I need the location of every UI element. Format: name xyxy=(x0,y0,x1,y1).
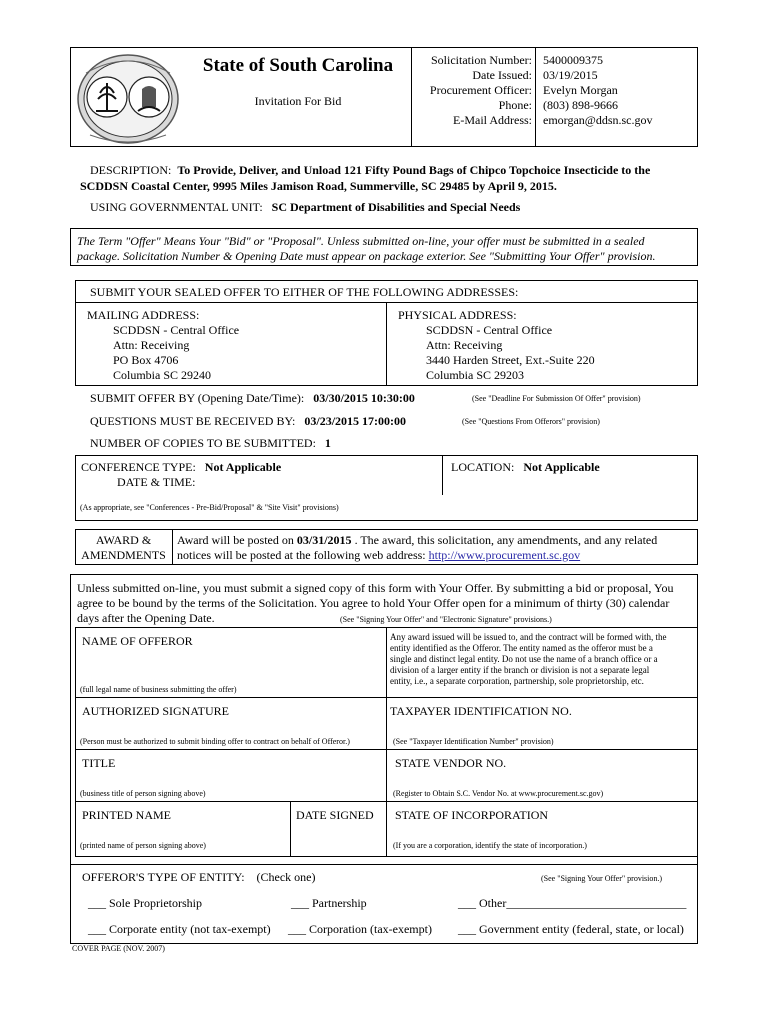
printed-name-note: (printed name of person signing above) xyxy=(80,841,206,850)
entity-notice xyxy=(390,632,696,687)
description xyxy=(90,163,650,178)
offer-term-line2: package. Solicitation Number & Opening Date must appear on package exterior. See "Submitting Your Offer" provision. xyxy=(77,249,656,263)
entity-notice-line: entity, i.e., a separate corporation, partnership, sole proprietorship, etc. xyxy=(390,676,644,686)
conference-type-label: CONFERENCE TYPE: xyxy=(81,460,196,474)
entity-type-label: OFFEROR'S TYPE OF ENTITY: xyxy=(82,870,245,884)
phone-value: (803) 898-9666 xyxy=(543,98,618,112)
award-text-line1 xyxy=(177,533,657,548)
header-divider-2 xyxy=(535,47,536,147)
header-values xyxy=(543,53,693,128)
offeror-grid-divider xyxy=(386,627,387,857)
printed-name-label: PRINTED NAME xyxy=(82,808,171,822)
mailing-address-line: Attn: Receiving xyxy=(113,338,190,352)
date-issued-label: Date Issued: xyxy=(472,68,532,82)
procurement-officer-label: Procurement Officer: xyxy=(429,83,532,97)
offer-term-line1: The Term "Offer" Means Your "Bid" or "Proposal". Unless submitted on-line, your offer must be submitted in a sealed xyxy=(77,234,645,248)
entity-type-note: (See "Signing Your Offer" provision.) xyxy=(541,874,663,883)
header-labels xyxy=(412,53,532,128)
option-sole-proprietorship[interactable]: ___ Sole Proprietorship xyxy=(88,896,202,910)
mailing-address-line: PO Box 4706 xyxy=(113,353,179,367)
award-label xyxy=(75,533,172,563)
conference-divider xyxy=(442,455,443,495)
offeror-row-divider xyxy=(75,697,698,698)
option-other[interactable]: ___ Other______________________________ xyxy=(458,896,687,910)
submit-by-label: SUBMIT OFFER BY (Opening Date/Time): xyxy=(90,391,305,405)
authorized-signature-note: (Person must be authorized to submit binding offer to contract on behalf of Offeror.) xyxy=(80,737,350,746)
date-issued-value: 03/19/2015 xyxy=(543,68,598,82)
entity-notice-line: entity identified as the Offeror. The entity named as the offeror must be a xyxy=(390,643,653,653)
option-corporation-tax-exempt[interactable]: ___ Corporation (tax-exempt) xyxy=(288,922,432,936)
conference-location-value: Not Applicable xyxy=(523,460,600,474)
entity-notice-line: Any award issued will be issued to, and the contract will be formed with, the xyxy=(390,632,667,642)
mailing-address-label: MAILING ADDRESS: xyxy=(87,308,200,322)
phone-label: Phone: xyxy=(498,98,532,112)
signature-intro-line3: days after the Opening Date. xyxy=(77,611,215,625)
addresses-divider xyxy=(386,302,387,386)
conference-location xyxy=(451,460,600,475)
entity-type-divider xyxy=(70,864,698,865)
physical-address-line: SCDDSN - Central Office xyxy=(426,323,553,337)
email-label: E-Mail Address: xyxy=(453,113,532,127)
conference-date-label: DATE & TIME: xyxy=(117,475,196,489)
copies-value: 1 xyxy=(324,436,331,450)
offeror-row-divider xyxy=(75,749,698,750)
mailing-address-line: SCDDSN - Central Office xyxy=(113,323,240,337)
solicitation-number-value: 5400009375 xyxy=(543,53,603,67)
title-label: TITLE xyxy=(82,756,116,770)
entity-notice-line: division of a larger entity if the branch or division is not a separate legal xyxy=(390,665,650,675)
award-text-post: . The award, this solicitation, any amendments, and any related xyxy=(354,533,658,547)
entity-type-heading xyxy=(82,870,316,885)
submit-by xyxy=(90,391,415,406)
signature-intro-line1: Unless submitted on-line, you must submit a signed copy of this form with Your Offer. By submitting a bid or proposal, You xyxy=(77,581,674,595)
physical-address-line: Columbia SC 29203 xyxy=(426,368,525,382)
state-vendor-note: (Register to Obtain S.C. Vendor No. at www.procurement.sc.gov) xyxy=(393,789,604,798)
state-of-incorporation-label: STATE OF INCORPORATION xyxy=(395,808,549,822)
award-label-line2: AMENDMENTS xyxy=(81,548,166,562)
physical-address xyxy=(398,308,693,383)
description-text-1: To Provide, Deliver, and Unload 121 Fifty Pound Bags of Chipco Topchoice Insecticide to the xyxy=(177,163,651,177)
offeror-row-divider xyxy=(75,801,698,802)
option-partnership[interactable]: ___ Partnership xyxy=(291,896,367,910)
award-text-line2 xyxy=(177,548,580,563)
footer-cover-page: COVER PAGE (NOV. 2007) xyxy=(72,944,165,953)
using-unit xyxy=(90,200,520,215)
conference-note: (As appropriate, see "Conferences - Pre-Bid/Proposal" & "Site Visit" provisions) xyxy=(80,503,339,512)
state-seal xyxy=(76,53,180,145)
conference-type-value: Not Applicable xyxy=(204,460,282,474)
email-value: emorgan@ddsn.sc.gov xyxy=(543,113,653,127)
questions-by xyxy=(90,414,406,429)
signature-intro-note: (See "Signing Your Offer" and "Electronic Signature" provisions.) xyxy=(340,615,552,624)
physical-address-label: PHYSICAL ADDRESS: xyxy=(398,308,517,322)
conference-type xyxy=(81,460,281,475)
mailing-address-line: Columbia SC 29240 xyxy=(113,368,212,382)
description-label: DESCRIPTION: xyxy=(90,163,172,177)
award-line2-pre: notices will be posted at the following web address: xyxy=(177,548,426,562)
state-of-incorporation-note: (If you are a corporation, identify the state of incorporation.) xyxy=(393,841,587,850)
description-text-2: SCDDSN Coastal Center, 9995 Miles Jamison Road, Summerville, SC 29485 by April 9, 2015. xyxy=(80,179,557,193)
submit-by-note: (See "Deadline For Submission Of Offer" provision) xyxy=(472,394,641,403)
authorized-signature-label: AUTHORIZED SIGNATURE xyxy=(82,704,229,718)
state-vendor-label: STATE VENDOR NO. xyxy=(395,756,507,770)
option-government-entity[interactable]: ___ Government entity (federal, state, or local) xyxy=(458,922,684,936)
mailing-address xyxy=(87,308,382,383)
procurement-url-link[interactable]: http://www.procurement.sc.gov xyxy=(428,548,581,562)
name-of-offeror-note: (full legal name of business submitting the offer) xyxy=(80,685,237,694)
solicitation-number-label: Solicitation Number: xyxy=(431,53,532,67)
tin-label: TAXPAYER IDENTIFICATION NO. xyxy=(390,704,572,718)
signature-intro-line2: agree to be bound by the terms of the Solicitation. You agree to hold Your Offer open for a minimum of thirty (30) calendar xyxy=(77,596,670,610)
doc-type: Invitation For Bid xyxy=(254,94,342,108)
award-divider xyxy=(172,529,173,565)
title-note: (business title of person signing above) xyxy=(80,789,206,798)
procurement-officer-value: Evelyn Morgan xyxy=(543,83,618,97)
date-signed-divider xyxy=(290,801,291,857)
option-corporate-entity[interactable]: ___ Corporate entity (not tax-exempt) xyxy=(88,922,271,936)
submit-by-value: 03/30/2015 10:30:00 xyxy=(313,391,415,405)
questions-label: QUESTIONS MUST BE RECEIVED BY: xyxy=(90,414,296,428)
conference-location-label: LOCATION: xyxy=(451,460,515,474)
award-label-line1: AWARD & xyxy=(95,533,152,547)
copies-label: NUMBER OF COPIES TO BE SUBMITTED: xyxy=(90,436,316,450)
using-unit-label: USING GOVERNMENTAL UNIT: xyxy=(90,200,263,214)
questions-note: (See "Questions From Offerors" provision) xyxy=(462,417,600,426)
entity-notice-line: single and distinct legal entity. Do not use the name of a branch office or a xyxy=(390,654,658,664)
using-unit-value: SC Department of Disabilities and Special Needs xyxy=(271,200,521,214)
award-text-pre: Award will be posted on xyxy=(177,533,294,547)
questions-value: 03/23/2015 17:00:00 xyxy=(304,414,407,428)
check-one-label: (Check one) xyxy=(256,870,316,884)
award-date: 03/31/2015 xyxy=(296,533,352,547)
name-of-offeror-label: NAME OF OFFEROR xyxy=(82,634,193,648)
date-signed-label: DATE SIGNED xyxy=(296,808,374,822)
addresses-heading: SUBMIT YOUR SEALED OFFER TO EITHER OF THE FOLLOWING ADDRESSES: xyxy=(90,285,519,299)
state-title: State of South Carolina xyxy=(202,55,394,76)
physical-address-line: 3440 Harden Street, Ext.-Suite 220 xyxy=(426,353,595,367)
physical-address-line: Attn: Receiving xyxy=(426,338,503,352)
tin-note: (See "Taxpayer Identification Number" provision) xyxy=(393,737,554,746)
copies xyxy=(90,436,331,451)
